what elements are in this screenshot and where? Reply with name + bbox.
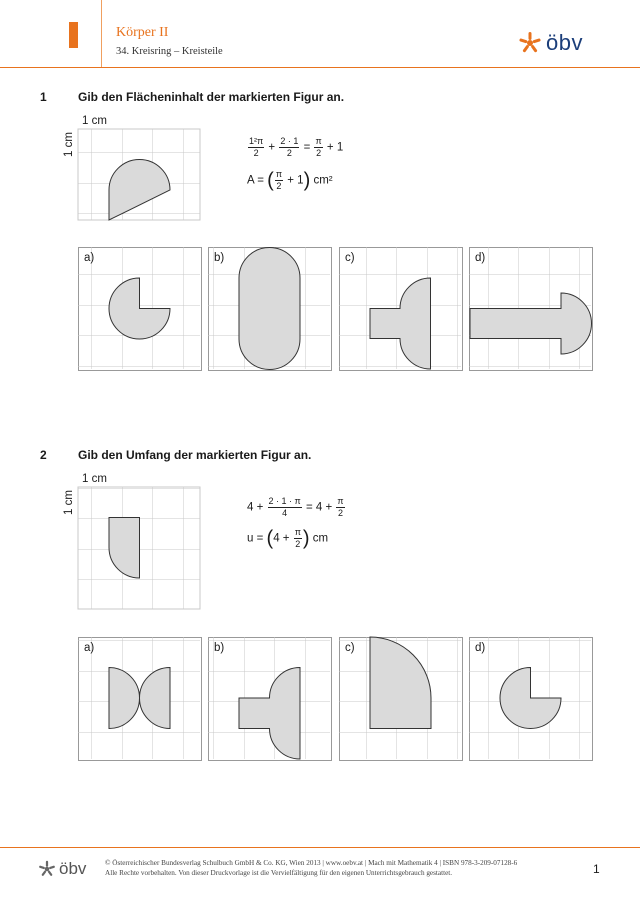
frac-numerator: π bbox=[294, 527, 301, 537]
task2-unit-top: 1 cm bbox=[82, 473, 107, 485]
task1-label-b: b) bbox=[214, 252, 225, 264]
task2-label-b: b) bbox=[214, 642, 225, 654]
result-unit: cm² bbox=[313, 174, 333, 187]
footer-logo-text: öbv bbox=[59, 859, 87, 878]
footer-copyright bbox=[105, 858, 555, 878]
footer-rule bbox=[0, 847, 640, 848]
logo-text: öbv bbox=[546, 30, 583, 55]
task1-unit-top: 1 cm bbox=[82, 115, 107, 127]
result-prefix: A = bbox=[247, 174, 264, 187]
task1-unit-side: 1 cm bbox=[63, 132, 75, 157]
task1-example-grid bbox=[78, 129, 200, 220]
footer-line-1: © Österreichischer Bundesverlag Schulbuch GmbH & Co. KG, Wien 2013 | www.oebv.at | Mach mit Mathematik 4 | ISBN 978-3-209-07128-6 bbox=[105, 859, 518, 867]
page-subtitle: 34. Kreisring – Kreisteile bbox=[116, 46, 223, 57]
formula-tail: + 1 bbox=[326, 141, 344, 154]
frac-denominator: 2 bbox=[253, 148, 259, 158]
task1-label-d: d) bbox=[475, 252, 486, 264]
frac-numerator: 1²π bbox=[249, 136, 264, 146]
left-paren: ( bbox=[267, 169, 274, 192]
frac-denominator: 2 bbox=[295, 539, 301, 549]
footer-logo bbox=[38, 859, 86, 879]
result-unit: cm bbox=[312, 532, 329, 545]
frac-numerator: π bbox=[315, 136, 322, 146]
task1-label-c: c) bbox=[345, 252, 355, 264]
left-paren: ( bbox=[266, 527, 274, 550]
page-title: Körper II bbox=[116, 25, 169, 40]
task1-instruction: Gib den Flächeninhalt der markierten Figur an. bbox=[78, 90, 345, 104]
frac-denominator: 4 bbox=[282, 508, 288, 518]
task1-label-a: a) bbox=[84, 252, 95, 264]
frac-numerator: 2 · 1 bbox=[280, 136, 299, 146]
operator: = bbox=[303, 141, 311, 154]
task2-number: 2 bbox=[40, 448, 47, 462]
right-paren: ) bbox=[303, 169, 311, 192]
result-prefix: u = bbox=[247, 532, 264, 545]
operator: + bbox=[268, 141, 276, 154]
result-inner: 4 + bbox=[273, 532, 290, 545]
task2-label-c: c) bbox=[345, 642, 355, 654]
frac-numerator: π bbox=[337, 496, 344, 506]
task1-number: 1 bbox=[40, 90, 47, 104]
task2-label-d: d) bbox=[475, 642, 486, 654]
right-paren: ) bbox=[302, 527, 310, 550]
frac-denominator: 2 bbox=[276, 181, 282, 191]
formula-middle: = 4 + bbox=[305, 501, 333, 514]
frac-denominator: 2 bbox=[286, 148, 292, 158]
frac-numerator: 2 · 1 · π bbox=[268, 496, 301, 506]
frac-numerator: π bbox=[275, 169, 283, 179]
task2-label-a: a) bbox=[84, 642, 95, 654]
frac-denominator: 2 bbox=[337, 508, 343, 518]
task2-example-grid bbox=[78, 487, 200, 609]
task2-unit-side: 1 cm bbox=[63, 490, 75, 515]
star-icon bbox=[38, 860, 56, 878]
task2-instruction: Gib den Umfang der markierten Figur an. bbox=[78, 448, 312, 462]
page-number: 1 bbox=[593, 862, 600, 876]
task1-shape-b bbox=[239, 247, 300, 369]
footer-line-2: Alle Rechte vorbehalten. Von dieser Druckvorlage ist die Vervielfältigung für den eigenen Unterrichtsgebrauch gestattet. bbox=[105, 869, 453, 877]
formula-prefix: 4 + bbox=[247, 501, 264, 514]
frac-denominator: 2 bbox=[316, 148, 322, 158]
result-inner: + 1 bbox=[287, 174, 304, 187]
